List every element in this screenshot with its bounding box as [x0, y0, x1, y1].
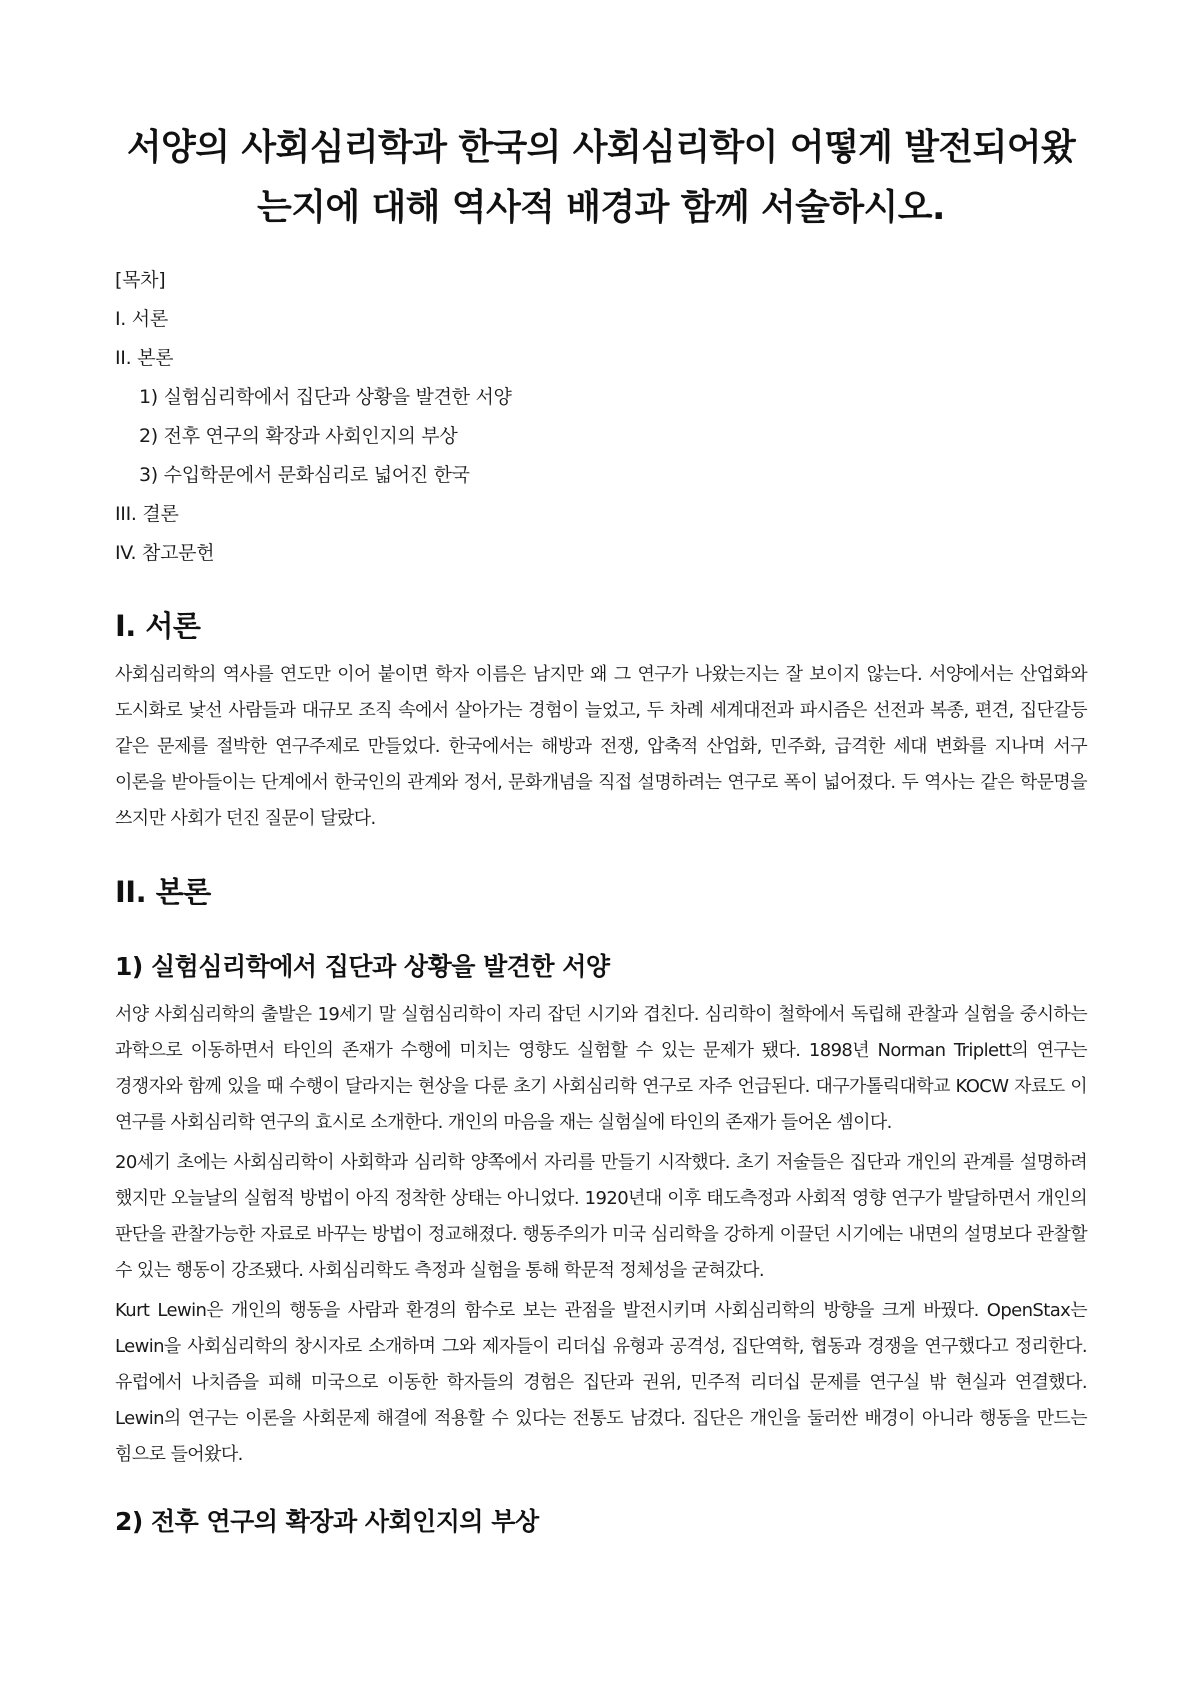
toc-item-body-2: 2) 전후 연구의 확장과 사회인지의 부상 [139, 425, 458, 447]
document-title-line-2: 는지에 대해 역사적 배경과 함께 서술하시오. [257, 187, 945, 228]
subsection-1-paragraph-2: 20세기 초에는 사회심리학이 사회학과 심리학 양쪽에서 자리를 만들기 시작했다. 초기 저술들은 집단과 개인의 관계를 설명하려 했지만 오늘날의 실험적 방법이 아직 정착한 상태는 아니었다. 1920년대 이후 태도측정과 사회적 영향 연구가 발달하면서 개인의 판단을 관찰가능한 자료로 바꾸는 방법이 정교해졌다. 행동주의가 미국 심리학을 강하게 이끌던 시기에는 내면의 설명보다 관찰할 수 있는 행동이 강조됐다. 사회심리학도 측정과 실험을 통해 학문적 정체성을 굳혀갔다. [115, 1152, 1087, 1281]
table-of-contents [115, 269, 1087, 581]
toc-item-body: II. 본론 [115, 347, 174, 369]
intro-paragraph: 사회심리학의 역사를 연도만 이어 붙이면 학자 이름은 남지만 왜 그 연구가 나왔는지는 잘 보이지 않는다. 서양에서는 산업화와 도시화로 낯선 사람들과 대규모 조직 속에서 살아가는 경험이 늘었고, 두 차례 세계대전과 파시즘은 선전과 복종, 편견, 집단갈등 같은 문제를 절박한 연구주제로 만들었다. 한국에서는 해방과 전쟁, 압축적 산업화, 민주화, 급격한 세대 변화를 지나며 서구 이론을 받아들이는 단계에서 한국인의 관계와 정서, 문화개념을 직접 설명하려는 연구로 폭이 넓어졌다. 두 역사는 같은 학문명을 쓰지만 사회가 던진 질문이 달랐다. [115, 664, 1087, 829]
document-title-line-1: 서양의 사회심리학과 한국의 사회심리학이 어떻게 발전되어왔 [126, 127, 1076, 168]
toc-item-body-3: 3) 수입학문에서 문화심리로 넓어진 한국 [139, 464, 470, 486]
toc-heading: [목차] [115, 269, 166, 291]
body-heading: II. 본론 [115, 875, 211, 909]
subsection-1-paragraph-1: 서양 사회심리학의 출발은 19세기 말 실험심리학이 자리 잡던 시기와 겹친다. 심리학이 철학에서 독립해 관찰과 실험을 중시하는 과학으로 이동하면서 타인의 존재가 수행에 미치는 영향도 실험할 수 있는 문제가 됐다. 1898년 Norman Triplett의 연구는 경쟁자와 함께 있을 때 수행이 달라지는 현상을 다룬 초기 사회심리학 연구로 자주 언급된다. 대구가톨릭대학교 KOCW 자료도 이 연구를 사회심리학 연구의 효시로 소개한다. 개인의 마음을 재는 실험실에 타인의 존재가 들어온 셈이다. [115, 1004, 1087, 1133]
toc-item-intro: I. 서론 [115, 308, 168, 330]
subsection-1-paragraph-3: Kurt Lewin은 개인의 행동을 사람과 환경의 함수로 보는 관점을 발전시키며 사회심리학의 방향을 크게 바꿨다. OpenStax는 Lewin을 사회심리학의 창시자로 소개하며 그와 제자들이 리더십 유형과 공격성, 집단역학, 협동과 경쟁을 연구했다고 정리한다. 유럽에서 나치즘을 피해 미국으로 이동한 학자들의 경험은 집단과 권위, 민주적 리더십 문제를 연구실 밖 현실과 연결했다. Lewin의 연구는 이론을 사회문제 해결에 적용할 수 있다는 전통도 남겼다. 집단은 개인을 둘러싼 배경이 아니라 행동을 만드는 힘으로 들어왔다. [115, 1300, 1087, 1465]
subsection-1-heading: 1) 실험심리학에서 집단과 상황을 발견한 서양 [115, 952, 610, 981]
toc-item-conclusion: III. 결론 [115, 503, 179, 525]
intro-heading: I. 서론 [115, 609, 201, 643]
subsection-2-heading: 2) 전후 연구의 확장과 사회인지의 부상 [115, 1507, 539, 1536]
document-title [115, 118, 1087, 238]
toc-item-body-1: 1) 실험심리학에서 집단과 상황을 발견한 서양 [139, 386, 512, 408]
toc-item-references: IV. 참고문헌 [115, 542, 215, 564]
